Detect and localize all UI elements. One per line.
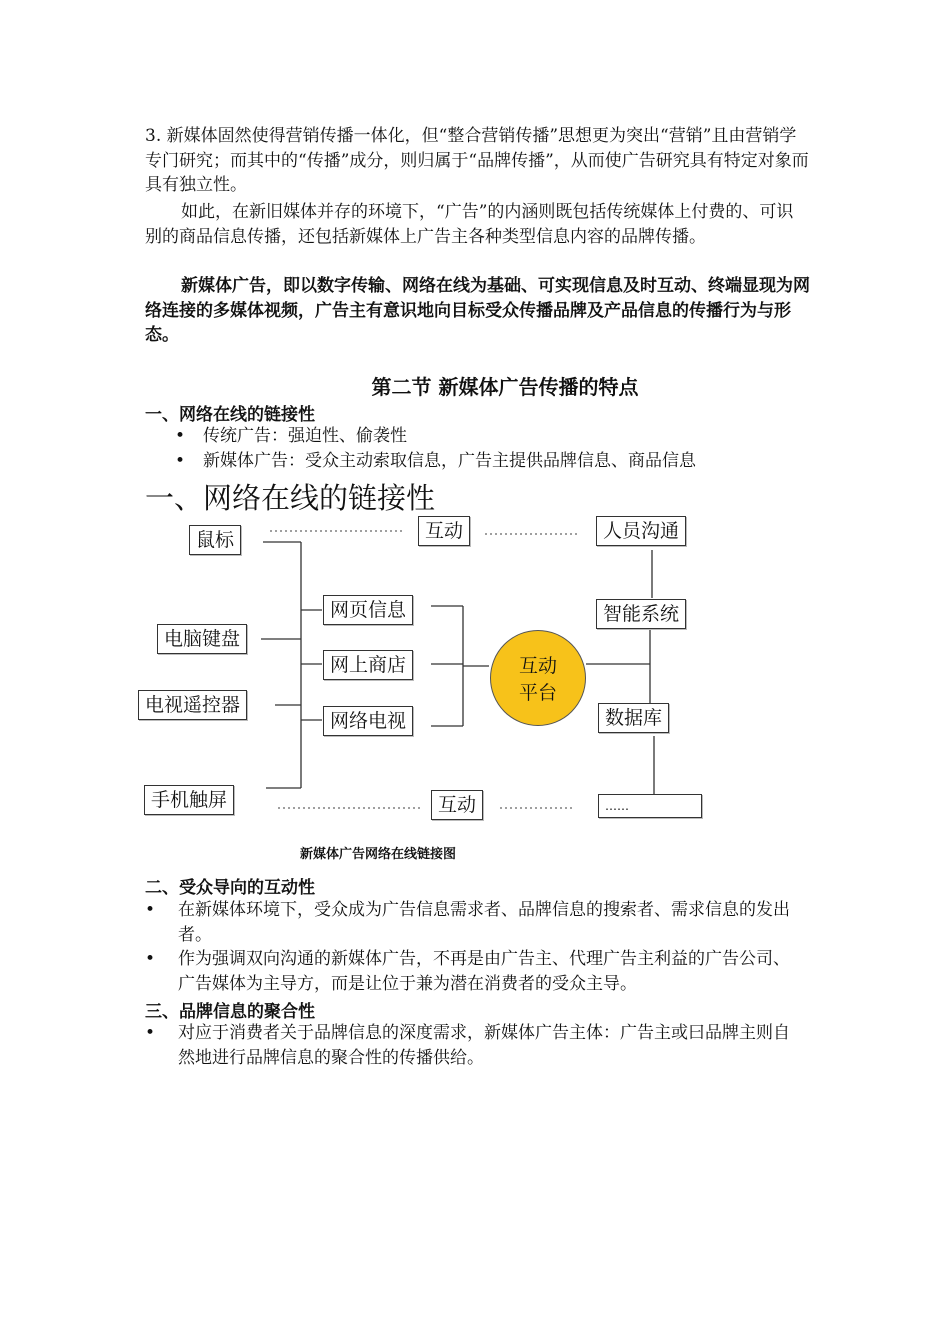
bullet-dot-icon: • <box>175 426 186 446</box>
node-online-store: 网上商店 <box>323 650 413 680</box>
node-tv-remote: 电视遥控器 <box>138 690 247 720</box>
node-staff-communication: 人员沟通 <box>596 516 686 546</box>
node-database: 数据库 <box>598 703 669 733</box>
part1-bullet-1: • 传统广告：强迫性、偷袭性 <box>175 424 815 449</box>
part3-bullet-1: • 对应于消费者关于品牌信息的深度需求，新媒体广告主体：广告主或曰品牌主则自然地进行品牌信息的聚合性的传播供给。 <box>145 1023 790 1068</box>
interact-label-top: 互动 <box>418 516 470 546</box>
node-keyboard: 电脑键盘 <box>157 624 247 654</box>
bullet-dot-icon: • <box>175 451 186 471</box>
diagram-title: 一、网络在线的链接性 <box>145 481 436 515</box>
definition-paragraph: 新媒体广告，即以数字传输、网络在线为基础、可实现信息及时互动、终端显现为网络连接的多媒体视频，广告主有意识地向目标受众传播品牌及产品信息的传播行为与形态。 <box>145 276 810 345</box>
bullet-dot-icon: • <box>145 949 156 969</box>
diagram-caption: 新媒体广告网络在线链接图 <box>300 847 457 862</box>
part2-bullet-1: • 在新媒体环境下，受众成为广告信息需求者、品牌信息的搜索者、需求信息的发出者。 <box>145 900 790 945</box>
intro-paragraph-1: 3. 新媒体固然使得营销传播一体化，但“整合营销传播”思想更为突出“营销”且由营销学专门研究；而其中的“传播”成分，则归属于“品牌传播”，从而使广告研究具有特定对象而具有独立性。 <box>145 126 809 195</box>
part2-heading: 二、受众导向的互动性 <box>145 878 315 898</box>
bullet-dot-icon: • <box>145 900 156 920</box>
node-smart-system: 智能系统 <box>596 599 686 629</box>
interactive-platform-node: 互动 平台 <box>490 630 586 726</box>
section-title: 第二节 新媒体广告传播的特点 <box>371 375 639 399</box>
node-mouse: 鼠标 <box>189 525 241 555</box>
node-phone-touch: 手机触屏 <box>144 785 234 815</box>
node-web-info: 网页信息 <box>323 595 413 625</box>
part1-bullet-2: • 新媒体广告：受众主动索取信息，广告主提供品牌信息、商品信息 <box>175 449 815 474</box>
intro-paragraph-2: 如此，在新旧媒体并存的环境下，“广告”的内涵则既包括传统媒体上付费的、可识别的商品信息传播，还包括新媒体上广告主各种类型信息内容的品牌传播。 <box>145 202 794 247</box>
part2-bullet-2: • 作为强调双向沟通的新媒体广告，不再是由广告主、代理广告主利益的广告公司、广告媒体为主导方，而是让位于兼为潜在消费者的受众主导。 <box>145 949 790 994</box>
part1-heading: 一、网络在线的链接性 <box>145 405 315 425</box>
online-link-diagram <box>140 478 720 858</box>
node-web-tv: 网络电视 <box>323 706 413 736</box>
interact-label-bottom: 互动 <box>431 790 483 820</box>
part3-heading: 三、品牌信息的聚合性 <box>145 1002 315 1022</box>
bullet-dot-icon: • <box>145 1023 156 1043</box>
node-more: …… <box>598 794 702 818</box>
